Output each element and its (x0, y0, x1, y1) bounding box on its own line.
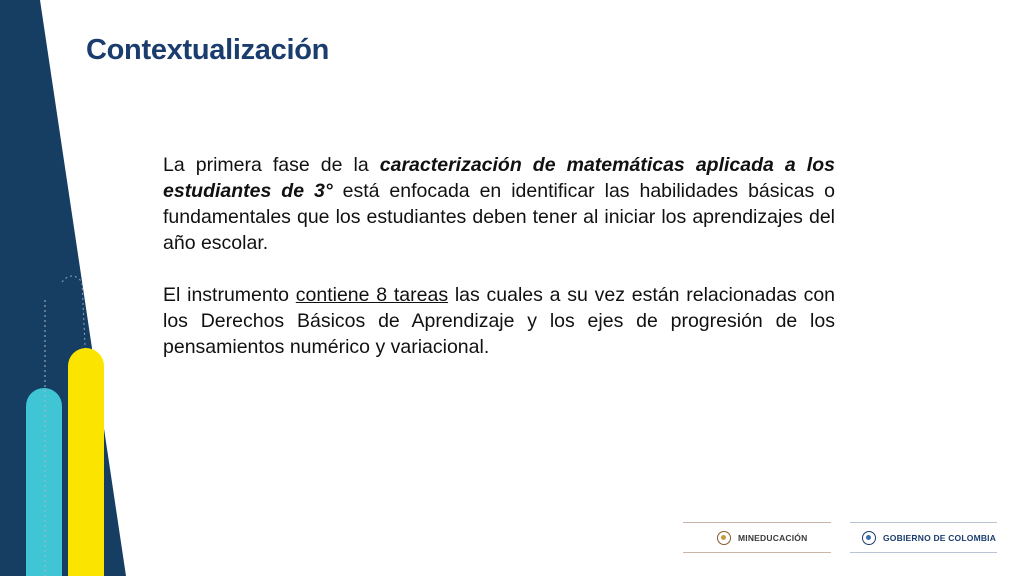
paragraph-1-emphasis: caracterización de matemáticas aplicada a los estudiantes de 3° (163, 154, 835, 202)
paragraph-1-intro: La primera fase de la (163, 154, 380, 176)
paragraph-2-rest: las cuales a su vez están relacionadas con los Derechos Básicos de Aprendizaje y los ejes de progresión de los pensamientos numérico y variacional. (163, 284, 836, 358)
navy-side-band (0, 0, 126, 576)
slide-body (163, 152, 835, 360)
colombia-seal-icon (717, 531, 731, 545)
gobierno-colombia-logo (850, 522, 997, 553)
cyan-pillar (26, 388, 62, 576)
paragraph-instrument (163, 282, 835, 360)
paragraph-1-rest: está enfocada en identificar las habilidades básicas o fundamentales que los estudiantes deben tener al iniciar los aprendizajes del año escolar. (163, 180, 835, 254)
gobierno-logo-text: GOBIERNO DE COLOMBIA (883, 532, 997, 543)
slide-title: Contextualización (86, 34, 330, 66)
paragraph-characterization (163, 152, 835, 256)
yellow-pillar (68, 348, 104, 576)
colombia-seal-icon (862, 531, 876, 545)
paragraph-2-intro: El instrumento (163, 284, 296, 306)
mineducacion-logo-text: MINEDUCACIÓN (738, 532, 808, 543)
mineducacion-logo (683, 522, 831, 553)
paragraph-2-underlined: contiene 8 tareas (295, 284, 449, 306)
